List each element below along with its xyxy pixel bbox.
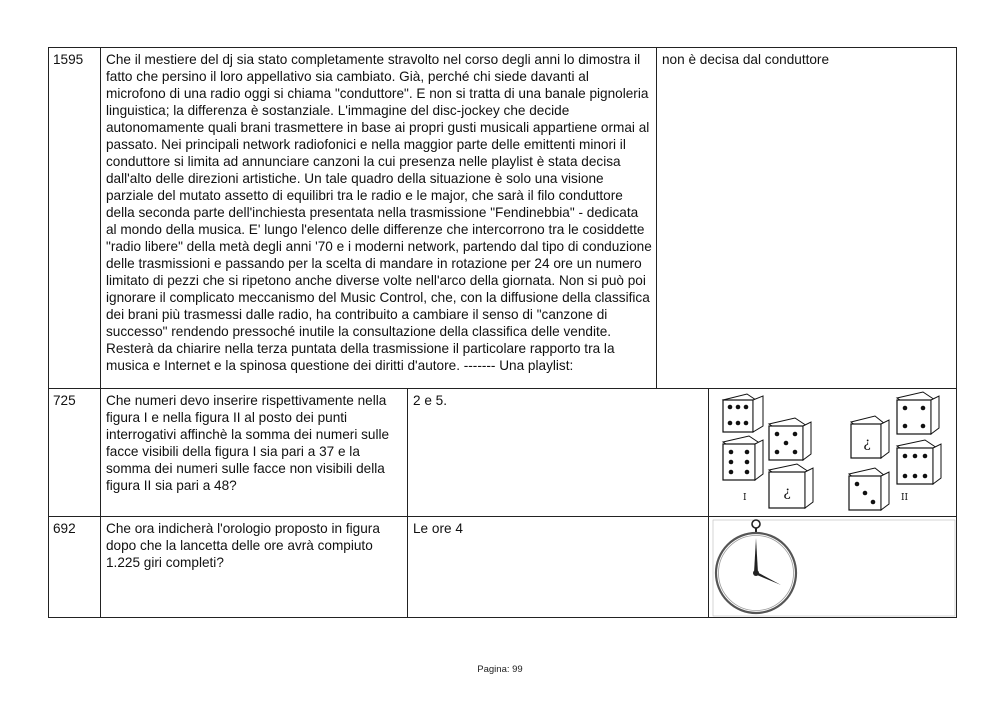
question-number: 692 <box>53 521 76 536</box>
question-number: 725 <box>53 393 76 408</box>
clock-icon <box>709 516 957 617</box>
table-row <box>48 516 957 618</box>
row-divider <box>48 388 957 389</box>
die <box>897 440 941 484</box>
answer-text: Le ore 4 <box>407 516 709 618</box>
answer-text: non è decisa dal conduttore <box>656 47 957 388</box>
figure-label: II <box>901 493 909 503</box>
die <box>723 436 763 480</box>
question-text: Che ora indicherà l'orologio proposto in figura dopo che la lancetta delle ore avrà compiuto 1.225 giri completi? <box>100 516 408 618</box>
question-mark: ¿ <box>863 435 871 451</box>
question-mark: ¿ <box>783 484 791 500</box>
die <box>723 394 763 432</box>
question-number: 1595 <box>53 52 84 67</box>
figure-cell <box>708 516 957 618</box>
table-row <box>48 388 957 516</box>
row-divider <box>48 516 957 517</box>
die <box>851 416 889 458</box>
die <box>769 418 811 460</box>
question-text: Che numeri devo inserire rispettivamente nella figura I e nella figura II al posto dei punti interrogativi affinchè la somma dei numeri sulle facce visibili della figura I sia pari a 37 e la somma dei numeri sulle facce non visibili della figura II sia pari a 48? <box>100 388 408 516</box>
question-text: Che il mestiere del dj sia stato completamente stravolto nel corso degli anni lo dimostra il fatto che persino il loro appellativo sia cambiato. Già, perché chi siede davanti al microfono di una radio oggi si chiama "conduttore". E non si tratta di una banale pignoleria linguistica; la differenza è sostanziale. L'immagine del disc-jockey che decide autonomamente quali brani trasmettere in base ai propri gusti musicali appartiene ormai al passato. Nei principali network radiofonici e nella maggior parte delle emittenti minori il conduttore si limita ad annunciare canzoni la cui presenza nelle playlist è stata decisa dall'alto delle direzioni artistiche. Un tale quadro della situazione è solo una visione parziale del mutato assetto di equilibri tra le radio e le major, che sarà il filo conduttore della seconda parte dell'inchiesta presentata nella trasmissione "Fendinebbia" - dedicata al mondo della musica. E' lungo l'elenco delle differenze che intercorrono tra le cosiddette "radio libere" della metà degli anni '70 e i moderni network, partendo dal tipo di conduzione delle trasmissioni e passando per la scelta di mandare in rotazione per 24 ore un numero limitato di pezzi che si ripetono anche diverse volte nell'arco della giornata. Non si può poi ignorare il complicato meccanismo del Music Control, che, con la diffusione della classifica dei brani più trasmessi dalle radio, ha contribuito a cambiare il senso di "canzone di successo" rendendo pressoché inutile la consultazione della classifica delle vendite. Resterà da chiarire nella terza puntata della trasmissione il particolare rapporto tra la musica e Internet e la spinosa questione dei diritti d'autore. ------- Una playlist: <box>100 47 657 388</box>
figure-label: I <box>743 493 747 503</box>
die <box>849 468 889 510</box>
die <box>769 464 813 508</box>
page-number: Pagina: 99 <box>477 664 523 675</box>
dice-figure-icon <box>709 388 957 515</box>
figure-cell <box>708 388 957 516</box>
die <box>897 392 939 434</box>
table-row <box>48 47 957 388</box>
answer-text: 2 e 5. <box>407 388 709 516</box>
